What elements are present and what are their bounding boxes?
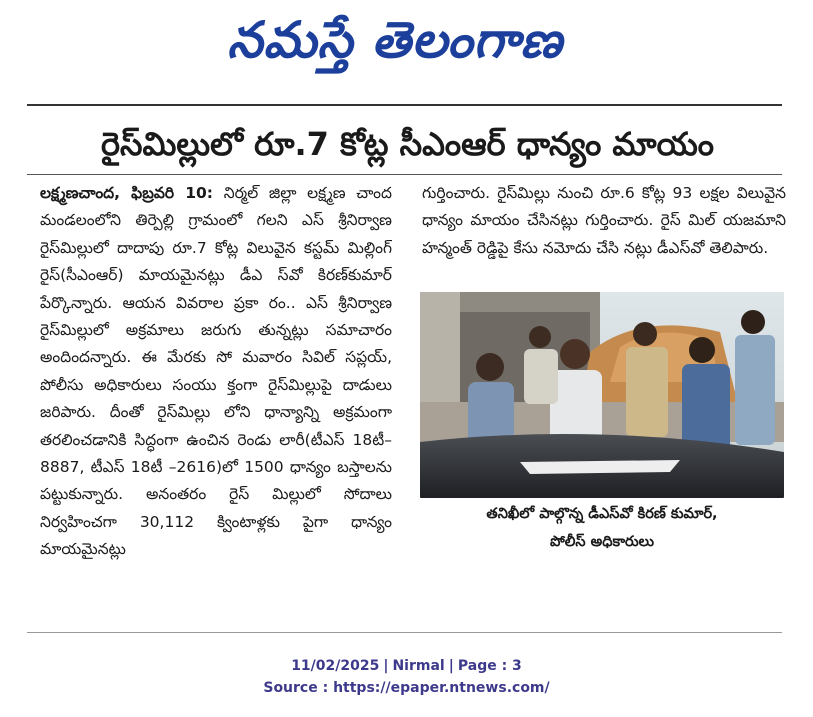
- footer-page: Page : 3: [457, 658, 522, 674]
- footer-divider: [27, 632, 782, 633]
- masthead-logo: నమస్తే తెలంగాణ: [227, 11, 563, 69]
- article-body-left: [40, 180, 392, 575]
- photo-caption-line-2: పోలీస్ అధికారులు: [550, 534, 654, 550]
- article-dateline: లక్ష్మణచాంద, ఫిబ్రవరి 10:: [40, 184, 213, 202]
- article-body-left-text: నిర్మల్ జిల్లా లక్ష్మణ చాంద మండలంలోని తిర్పెల్లి గ్రామంలో గలని ఎస్ శ్రీనిర్వాణ రైస్‌మిల్లులో దాదాపు రూ.7 కోట్ల విలువైన కస్టమ్ మిల్లింగ్ రైస్(సీఎంఆర్) మాయమైనట్లు డీఎ స్‌వో కిరణ్‌కుమార్ పేర్కొన్నారు. ఆయన వివరాల ప్రకా రం.. ఎస్ శ్రీనిర్వాణ రైస్‌మిల్లులో అక్రమాలు జరుగు తున్నట్లు సమాచారం అందిందన్నారు. ఈ మేరకు సో మవారం సివిల్ సప్లయ్, పోలీసు అధికారులు సంయు క్తంగా రైస్‌మిల్లుపై దాడులు జరిపారు. దీంతో రైస్‌మిల్లు లోని ధాన్యాన్ని అక్రమంగా తరలించడానికి సిద్ధంగా ఉంచిన రెండు లారీ(టీఎస్ 18టీ–8887, టీఎస్ 18టీ –2616)లో 1500 ధాన్యం బస్తాలను పట్టుకున్నారు. అనంతరం రైస్ మిల్లులో సోదాలు నిర్వహించగా 30,112 క్వింటాళ్లకు పైగా ధాన్యం మాయమైనట్లు: [40, 184, 392, 559]
- footer-publication-info: 11/02/2025 | Nirmal | Page : 3: [291, 658, 522, 674]
- article-body-right: [422, 180, 786, 290]
- photo-caption: [420, 500, 784, 560]
- footer-date: 11/02/2025: [291, 658, 380, 674]
- footer-source[interactable]: Source : https://epaper.ntnews.com/: [263, 680, 550, 696]
- article-photo: [420, 292, 784, 498]
- footer: [0, 655, 813, 699]
- top-divider: [27, 104, 782, 106]
- article-headline: రైస్‌మిల్లులో రూ.7 కోట్ల సీఎంఆర్ ధాన్యం మాయం: [101, 125, 714, 163]
- headline-divider: [27, 174, 782, 175]
- footer-edition: Nirmal: [392, 658, 445, 674]
- photo-caption-line-1: తనిఖీలో పాల్గొన్న డీఎస్‌వో కిరణ్ కుమార్,: [486, 506, 718, 522]
- article-body-right-text: గుర్తించారు. రైస్‌మిల్లు నుంచి రూ.6 కోట్ల 93 లక్షల విలువైన ధాన్యం మాయం చేసినట్లు గుర్తించారు. రైస్ మిల్ యజమాని హన్మంత్ రెడ్డిపై కేసు నమోదు చేసి నట్లు డీఎస్‌వో తెలిపారు.: [422, 184, 786, 257]
